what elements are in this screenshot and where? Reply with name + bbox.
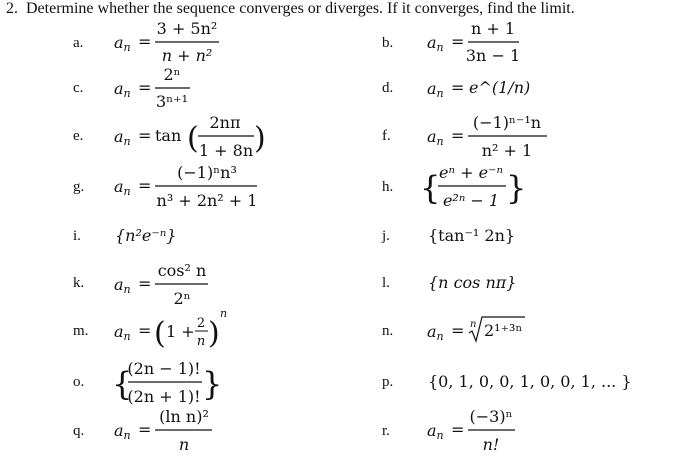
expr-a bbox=[112, 18, 222, 68]
right-paren: ) bbox=[208, 316, 220, 351]
svg-text:an: an bbox=[427, 421, 444, 442]
numerator: 3 + 5n² bbox=[156, 19, 218, 38]
svg-text:an: an bbox=[114, 322, 131, 343]
denominator: n² + 1 bbox=[481, 141, 533, 160]
denominator: 2ⁿ bbox=[173, 289, 191, 308]
numerator: cos² n bbox=[157, 261, 207, 280]
item-label-k: k. bbox=[73, 275, 85, 291]
right-brace: } bbox=[202, 365, 223, 403]
svg-text:an: an bbox=[114, 421, 131, 442]
root-index: n bbox=[470, 319, 477, 330]
svg-text:an: an bbox=[114, 127, 131, 148]
expr-i: {n²e⁻ⁿ} bbox=[115, 226, 177, 245]
left-paren: ( bbox=[187, 121, 199, 156]
numerator: n + 1 bbox=[470, 19, 516, 38]
svg-text:=: = bbox=[138, 274, 152, 293]
expr-p: {0, 1, 0, 0, 1, 0, 0, 1, ... } bbox=[428, 372, 632, 391]
left-brace: { bbox=[420, 169, 441, 207]
svg-text:=: = bbox=[138, 126, 152, 145]
numerator: (−1)ⁿ⁻¹n bbox=[472, 113, 542, 132]
left-paren: ( bbox=[154, 316, 166, 351]
problem-statement bbox=[6, 0, 575, 18]
svg-text:an: an bbox=[427, 127, 444, 148]
svg-text:an: an bbox=[427, 79, 444, 100]
expr-b bbox=[425, 18, 525, 68]
svg-text:an: an bbox=[427, 322, 444, 343]
denominator: (2n + 1)! bbox=[127, 387, 201, 406]
svg-text:an: an bbox=[114, 79, 131, 100]
item-label-a: a. bbox=[73, 35, 84, 51]
expr-c bbox=[112, 64, 202, 114]
svg-text:=: = bbox=[451, 126, 465, 145]
numerator: 2 bbox=[196, 316, 206, 331]
right-brace: } bbox=[506, 169, 527, 207]
expr-l: {n cos nπ} bbox=[428, 273, 517, 292]
item-label-n: n. bbox=[382, 323, 394, 339]
tan-func: tan bbox=[155, 126, 182, 145]
item-label-d: d. bbox=[382, 80, 394, 96]
svg-text:=: = bbox=[451, 420, 465, 439]
expr-g bbox=[112, 160, 262, 215]
svg-text:=: = bbox=[138, 176, 152, 195]
problem-prompt: Determine whether the sequence converges or diverges. If it converges, find the limit. bbox=[26, 0, 575, 17]
expr-e bbox=[112, 110, 272, 165]
item-label-c: c. bbox=[73, 80, 84, 96]
svg-text:=: = bbox=[138, 78, 152, 97]
item-label-b: b. bbox=[382, 35, 394, 51]
denominator: n bbox=[196, 334, 206, 349]
item-label-q: q. bbox=[73, 423, 85, 439]
exponent: n bbox=[220, 307, 228, 320]
item-label-o: o. bbox=[73, 374, 85, 390]
svg-text:=: = bbox=[451, 78, 465, 97]
denominator: 1 + 8n bbox=[198, 141, 254, 160]
numerator: eⁿ + e⁻ⁿ bbox=[439, 163, 503, 182]
svg-text:an: an bbox=[114, 177, 131, 198]
item-label-f: f. bbox=[382, 128, 391, 144]
expr-f bbox=[425, 110, 555, 165]
svg-text:an: an bbox=[114, 33, 131, 54]
item-label-r: r. bbox=[382, 423, 390, 439]
numerator: 2ⁿ bbox=[163, 65, 181, 84]
problem-number: 2. bbox=[6, 0, 18, 17]
left-brace: { bbox=[112, 365, 133, 403]
expr-n bbox=[425, 305, 545, 360]
radicand: 2¹⁺³ⁿ bbox=[484, 321, 523, 340]
denominator: n bbox=[178, 435, 190, 454]
item-label-e: e. bbox=[73, 128, 84, 144]
item-label-j: j. bbox=[382, 228, 390, 244]
right-paren: ) bbox=[254, 121, 266, 156]
one-plus: 1 + bbox=[166, 322, 195, 341]
item-label-p: p. bbox=[382, 374, 394, 390]
expr-h bbox=[418, 160, 528, 215]
numerator: (2n − 1)! bbox=[127, 359, 201, 378]
expr-j: {tan⁻¹ 2n} bbox=[428, 226, 516, 245]
expr-o bbox=[110, 356, 223, 411]
svg-text:an: an bbox=[427, 33, 444, 54]
expr-r bbox=[425, 404, 525, 459]
svg-text:=: = bbox=[138, 420, 152, 439]
denominator: n! bbox=[482, 435, 500, 454]
svg-text:=: = bbox=[138, 32, 152, 51]
svg-text:=: = bbox=[138, 321, 152, 340]
denominator: e²ⁿ − 1 bbox=[442, 191, 500, 210]
numerator: (ln n)² bbox=[159, 407, 209, 426]
item-label-l: l. bbox=[382, 275, 390, 291]
item-label-i: i. bbox=[73, 228, 81, 244]
expr-m bbox=[112, 305, 242, 360]
denominator: n³ + 2n² + 1 bbox=[156, 191, 258, 210]
expr-q bbox=[112, 404, 212, 459]
item-label-g: g. bbox=[73, 179, 85, 195]
item-label-m: m. bbox=[73, 323, 89, 339]
numerator: (−3)ⁿ bbox=[469, 407, 513, 426]
svg-text:=: = bbox=[451, 32, 465, 51]
svg-text:=: = bbox=[451, 321, 465, 340]
expr-d bbox=[425, 64, 531, 114]
item-label-h: h. bbox=[382, 179, 394, 195]
denominator: 3n − 1 bbox=[465, 46, 521, 65]
denominator: 3ⁿ⁺¹ bbox=[156, 92, 188, 111]
rhs: e^(1/n) bbox=[469, 78, 531, 97]
numerator: (−1)ⁿn³ bbox=[177, 163, 237, 182]
numerator: 2nπ bbox=[209, 113, 241, 132]
denominator: n + n² bbox=[161, 46, 213, 65]
svg-text:an: an bbox=[114, 275, 131, 296]
